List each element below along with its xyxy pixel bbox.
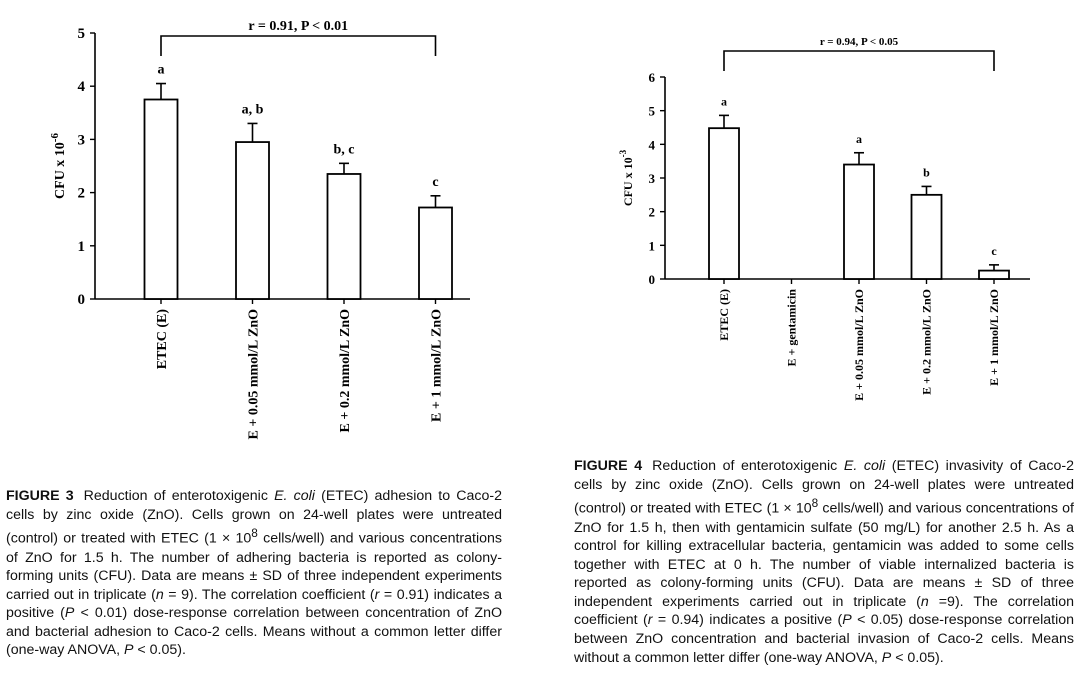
x-category-label: E + 0.2 mmol/L ZnO xyxy=(337,309,353,433)
bar xyxy=(419,207,452,299)
bar xyxy=(979,271,1009,279)
bar xyxy=(236,142,269,299)
correlation-bracket xyxy=(161,36,436,56)
x-category-label: E + gentamicin xyxy=(784,289,799,367)
y-tick-label: 0 xyxy=(648,272,655,287)
y-tick-label: 4 xyxy=(77,79,85,96)
y-tick-label: 1 xyxy=(77,238,85,255)
significance-letter: a, b xyxy=(241,102,264,118)
y-tick-label: 1 xyxy=(648,238,655,254)
figure-3-chart xyxy=(49,19,470,440)
significance-letter: b xyxy=(923,165,930,180)
bar xyxy=(912,195,942,279)
y-axis-label: CFU x $10^{-3}$ xyxy=(618,149,635,207)
correlation-bracket xyxy=(724,51,994,71)
x-category-label: E + 0.05 mmol/L ZnO xyxy=(852,289,867,401)
figure-4-label: FIGURE 4 xyxy=(574,458,643,474)
significance-letter: c xyxy=(991,243,997,258)
y-tick-label: 2 xyxy=(648,204,655,220)
correlation-annotation: r = 0.94, P < 0.05 xyxy=(819,36,899,48)
bar xyxy=(844,165,874,279)
bar xyxy=(145,100,178,300)
y-tick-label: 2 xyxy=(77,185,85,202)
figure-3-caption: FIGURE 3 Reduction of enterotoxigenic E. coli (ETEC) adhesion to Caco-2 cells by zinc oxide (ZnO). Cells grown on 24-well plates were untreated (control) or treated with ETEC ($1 \times 10^8$ cells/well) and various concentrations of ZnO for 1.5 h. The number of adhering bacteria is reported as colony-forming units (CFU). Data are means ± SD of three independent experiments carried out in triplicate (n = 9). The correlation coefficient (r = 0.91) indicates a positive (P < 0.01) dose-response correlation between concentration of ZnO and bacterial adhesion to Caco-2 cells. Means without a common letter differ (one-way ANOVA, P < 0.05). xyxy=(6,488,503,659)
x-category-label: ETEC (E) xyxy=(717,289,732,341)
correlation-annotation: r = 0.91, P < 0.01 xyxy=(248,19,349,34)
significance-letter: a xyxy=(157,62,165,78)
x-category-label: ETEC (E) xyxy=(154,309,170,370)
significance-letter: b, c xyxy=(333,142,355,158)
bar xyxy=(328,174,361,299)
figure-3-label: FIGURE 3 xyxy=(6,488,74,504)
x-category-label: E + 0.2 mmol/L ZnO xyxy=(919,289,934,395)
figure-4-chart xyxy=(618,36,1030,401)
y-tick-label: 3 xyxy=(648,171,655,186)
y-tick-label: 0 xyxy=(77,292,85,308)
significance-letter: a xyxy=(856,131,862,146)
y-tick-label: 5 xyxy=(77,26,85,42)
y-tick-label: 4 xyxy=(648,137,655,153)
y-tick-label: 3 xyxy=(77,132,85,149)
bar xyxy=(709,128,739,279)
significance-letter: a xyxy=(721,94,727,109)
significance-letter: c xyxy=(432,174,439,190)
figure-4-caption: FIGURE 4 Reduction of enterotoxigenic E. coli (ETEC) invasivity of Caco-2 cells by zinc oxide (ZnO). Cells grown on 24-well plates were untreated (control) or treated with ETEC ($1 \times 10^8$ cells/well) and various concentrations of ZnO for 1.5 h, then with gentamicin sulfate (50 mg/L) for another 2.5 h. As a control for killing extracellular bacteria, gentamicin was added to some cells together with ETEC at 0 h. The number of viable internalized bacteria is reported as colony-forming units (CFU). Data are means ± SD of three independent experiments carried out in triplicate (n =9). The correlation coefficient (r = 0.94) indicates a positive (P < 0.05) dose-response correlation between ZnO concentration and bacterial invasion of Caco-2 cells. Means without a common letter differ (one-way ANOVA, P < 0.05). xyxy=(574,458,1074,666)
x-category-label: E + 0.05 mmol/L ZnO xyxy=(246,309,262,440)
y-tick-label: 5 xyxy=(648,103,655,119)
y-axis-label: CFU x $10^{-6}$ xyxy=(49,133,68,199)
x-category-label: E + 1 mmol/L ZnO xyxy=(429,309,445,422)
x-category-label: E + 1 mmol/L ZnO xyxy=(987,289,1002,386)
y-tick-label: 6 xyxy=(648,70,655,85)
